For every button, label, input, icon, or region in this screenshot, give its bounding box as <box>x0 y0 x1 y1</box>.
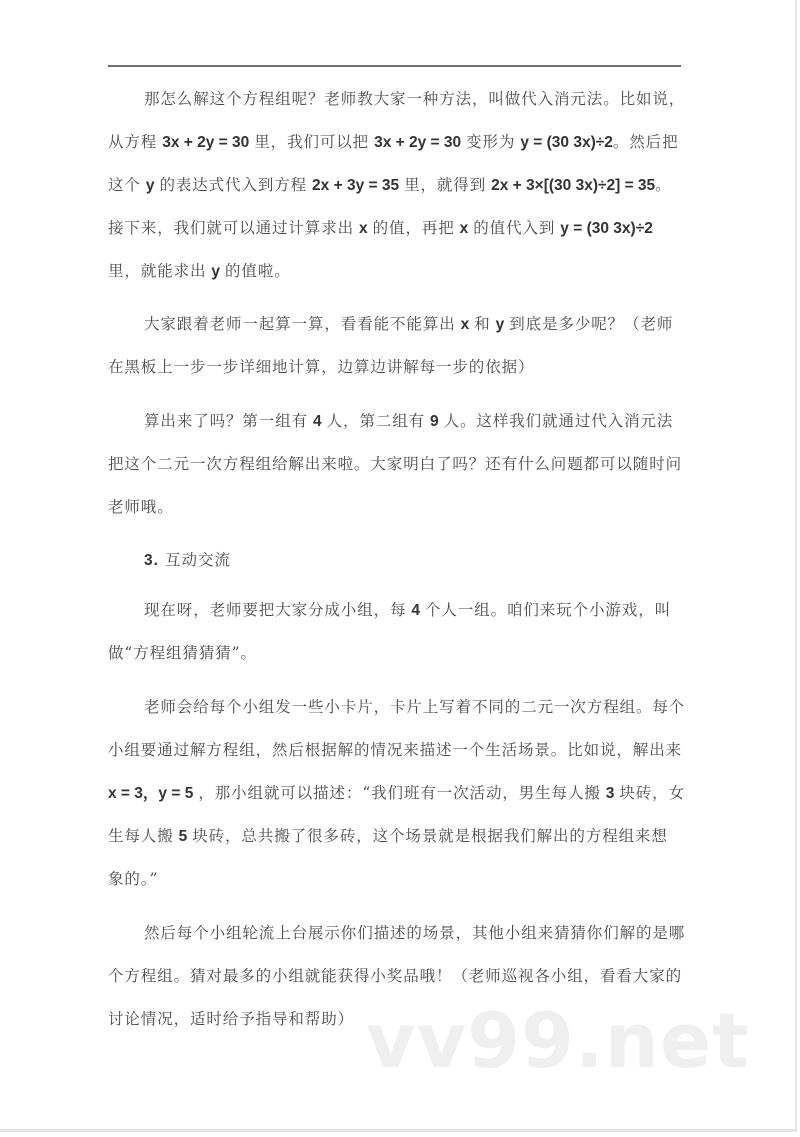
header-rule <box>108 65 681 67</box>
text-run: 那怎么解这个方程组呢？老师教大家一种方法，叫做代入消元法。比如说， <box>144 90 686 108</box>
text-run: 人。这样我们就通过代入消元法 <box>443 412 674 430</box>
text-run: 的值啦。 <box>225 262 291 280</box>
text-line <box>108 955 682 998</box>
text-line <box>108 686 686 729</box>
text-line <box>108 632 682 675</box>
text-run: 变形为 <box>466 133 516 151</box>
text-line <box>108 815 682 858</box>
text-run: 算出来了吗？第一组有 <box>144 412 309 430</box>
text-run: 的表达式代入到方程 <box>159 176 308 194</box>
variable: x <box>460 316 470 333</box>
text-line <box>108 207 682 250</box>
text-line <box>108 772 685 815</box>
section-heading <box>144 548 231 570</box>
text-run: 接下来，我们就可以通过计算求出 <box>108 219 355 237</box>
text-line <box>108 443 682 486</box>
text-line <box>108 303 682 346</box>
text-line <box>108 589 682 632</box>
section-title: 互动交流 <box>164 551 231 569</box>
variable: x <box>359 220 368 237</box>
paragraph-substitution-method <box>108 78 686 293</box>
text-run: 从方程 <box>108 133 158 151</box>
text-line <box>108 164 682 207</box>
text-run: 人，第二组有 <box>326 412 426 430</box>
text-line <box>108 729 682 772</box>
equation: 2x + 3y = 35 <box>312 177 400 194</box>
text-line <box>108 912 686 955</box>
paragraph-cards <box>108 686 686 901</box>
text-run: 个人一组。咱们来玩个小游戏，叫 <box>425 601 672 619</box>
text-run: 生每人搬 <box>108 827 174 845</box>
variable: y <box>495 316 505 333</box>
text-run: 和 <box>474 315 491 333</box>
text-run: 现在呀，老师要把大家分成小组，每 <box>144 601 407 619</box>
text-run: 块砖，女 <box>619 784 685 802</box>
text-run: 个方程组。猜对最多的小组就能获得小奖品哦！（老师巡视各小组，看看大家的 <box>108 967 683 985</box>
text-run: 然后每个小组轮流上台展示你们描述的场景，其他小组来猜猜你们解的是哪 <box>144 924 686 942</box>
text-run: 小组要通过解方程组，然后根据解的情况来描述一个生活场景。比如说，解出来 <box>108 741 683 759</box>
equation: 3x + 2y = 30 <box>162 134 250 151</box>
text-run: 在黑板上一步一步详细地计算，边算边讲解每一步的依据） <box>108 358 535 376</box>
text-run: 块砖，总共搬了很多砖，这个场景就是根据我们解出的方程组来想 <box>192 827 668 845</box>
text-run: 里，就能求出 <box>108 262 207 280</box>
text-run: 象的。” <box>108 870 159 888</box>
paragraph-result <box>108 400 682 529</box>
text-run: 老师哦。 <box>108 498 174 516</box>
paragraph-grouping <box>108 589 682 675</box>
variable: y <box>145 177 155 194</box>
text-run: 做“方程组猜猜猜”。 <box>108 644 257 662</box>
text-run: ，那小组就可以描述：“我们班有一次活动，男生每人搬 <box>198 784 601 802</box>
number: 4 <box>411 602 421 619</box>
text-line <box>108 858 682 901</box>
text-line <box>108 486 682 529</box>
text-run: 这个 <box>108 176 141 194</box>
text-run: 。 <box>655 176 672 194</box>
text-run: 的值，再把 <box>372 219 455 237</box>
text-run: 把这个二元一次方程组给解出来啦。大家明白了吗？还有什么问题都可以随时问 <box>108 455 683 473</box>
text-run: 里，我们可以把 <box>254 133 370 151</box>
number: 9 <box>430 413 439 430</box>
number: 5 <box>178 828 188 845</box>
text-line <box>108 400 682 443</box>
text-run: 老师会给每个小组发一些小卡片，卡片上写着不同的二元一次方程组。每个 <box>144 698 686 716</box>
section-number: 3. <box>144 552 159 569</box>
watermark: vv99.net <box>366 996 750 1085</box>
equation: y = (30 3x)÷2 <box>520 134 613 151</box>
equation: x = 3，y = 5 <box>108 785 194 802</box>
text-line <box>108 250 682 293</box>
number: 3 <box>605 785 615 802</box>
equation: y = (30 3x)÷2 <box>560 220 653 237</box>
text-run: 大家跟着老师一起算一算，看看能不能算出 <box>144 315 456 333</box>
text-line <box>108 78 686 121</box>
equation: 3x + 2y = 30 <box>374 134 462 151</box>
text-run: 到底是多少呢？（老师 <box>509 315 674 333</box>
paragraph-calculate-together <box>108 303 682 389</box>
text-run: 里，就得到 <box>404 176 487 194</box>
number: 4 <box>313 413 322 430</box>
text-line <box>108 346 682 389</box>
variable: y <box>211 263 221 280</box>
text-line <box>108 121 682 164</box>
text-run: 讨论情况，适时给予指导和帮助） <box>108 1010 355 1028</box>
text-run: 。然后把 <box>612 133 679 151</box>
variable: x <box>459 220 469 237</box>
equation: 2x + 3×[(30 3x)÷2] = 35 <box>491 177 656 194</box>
text-run: 的值代入到 <box>473 219 556 237</box>
